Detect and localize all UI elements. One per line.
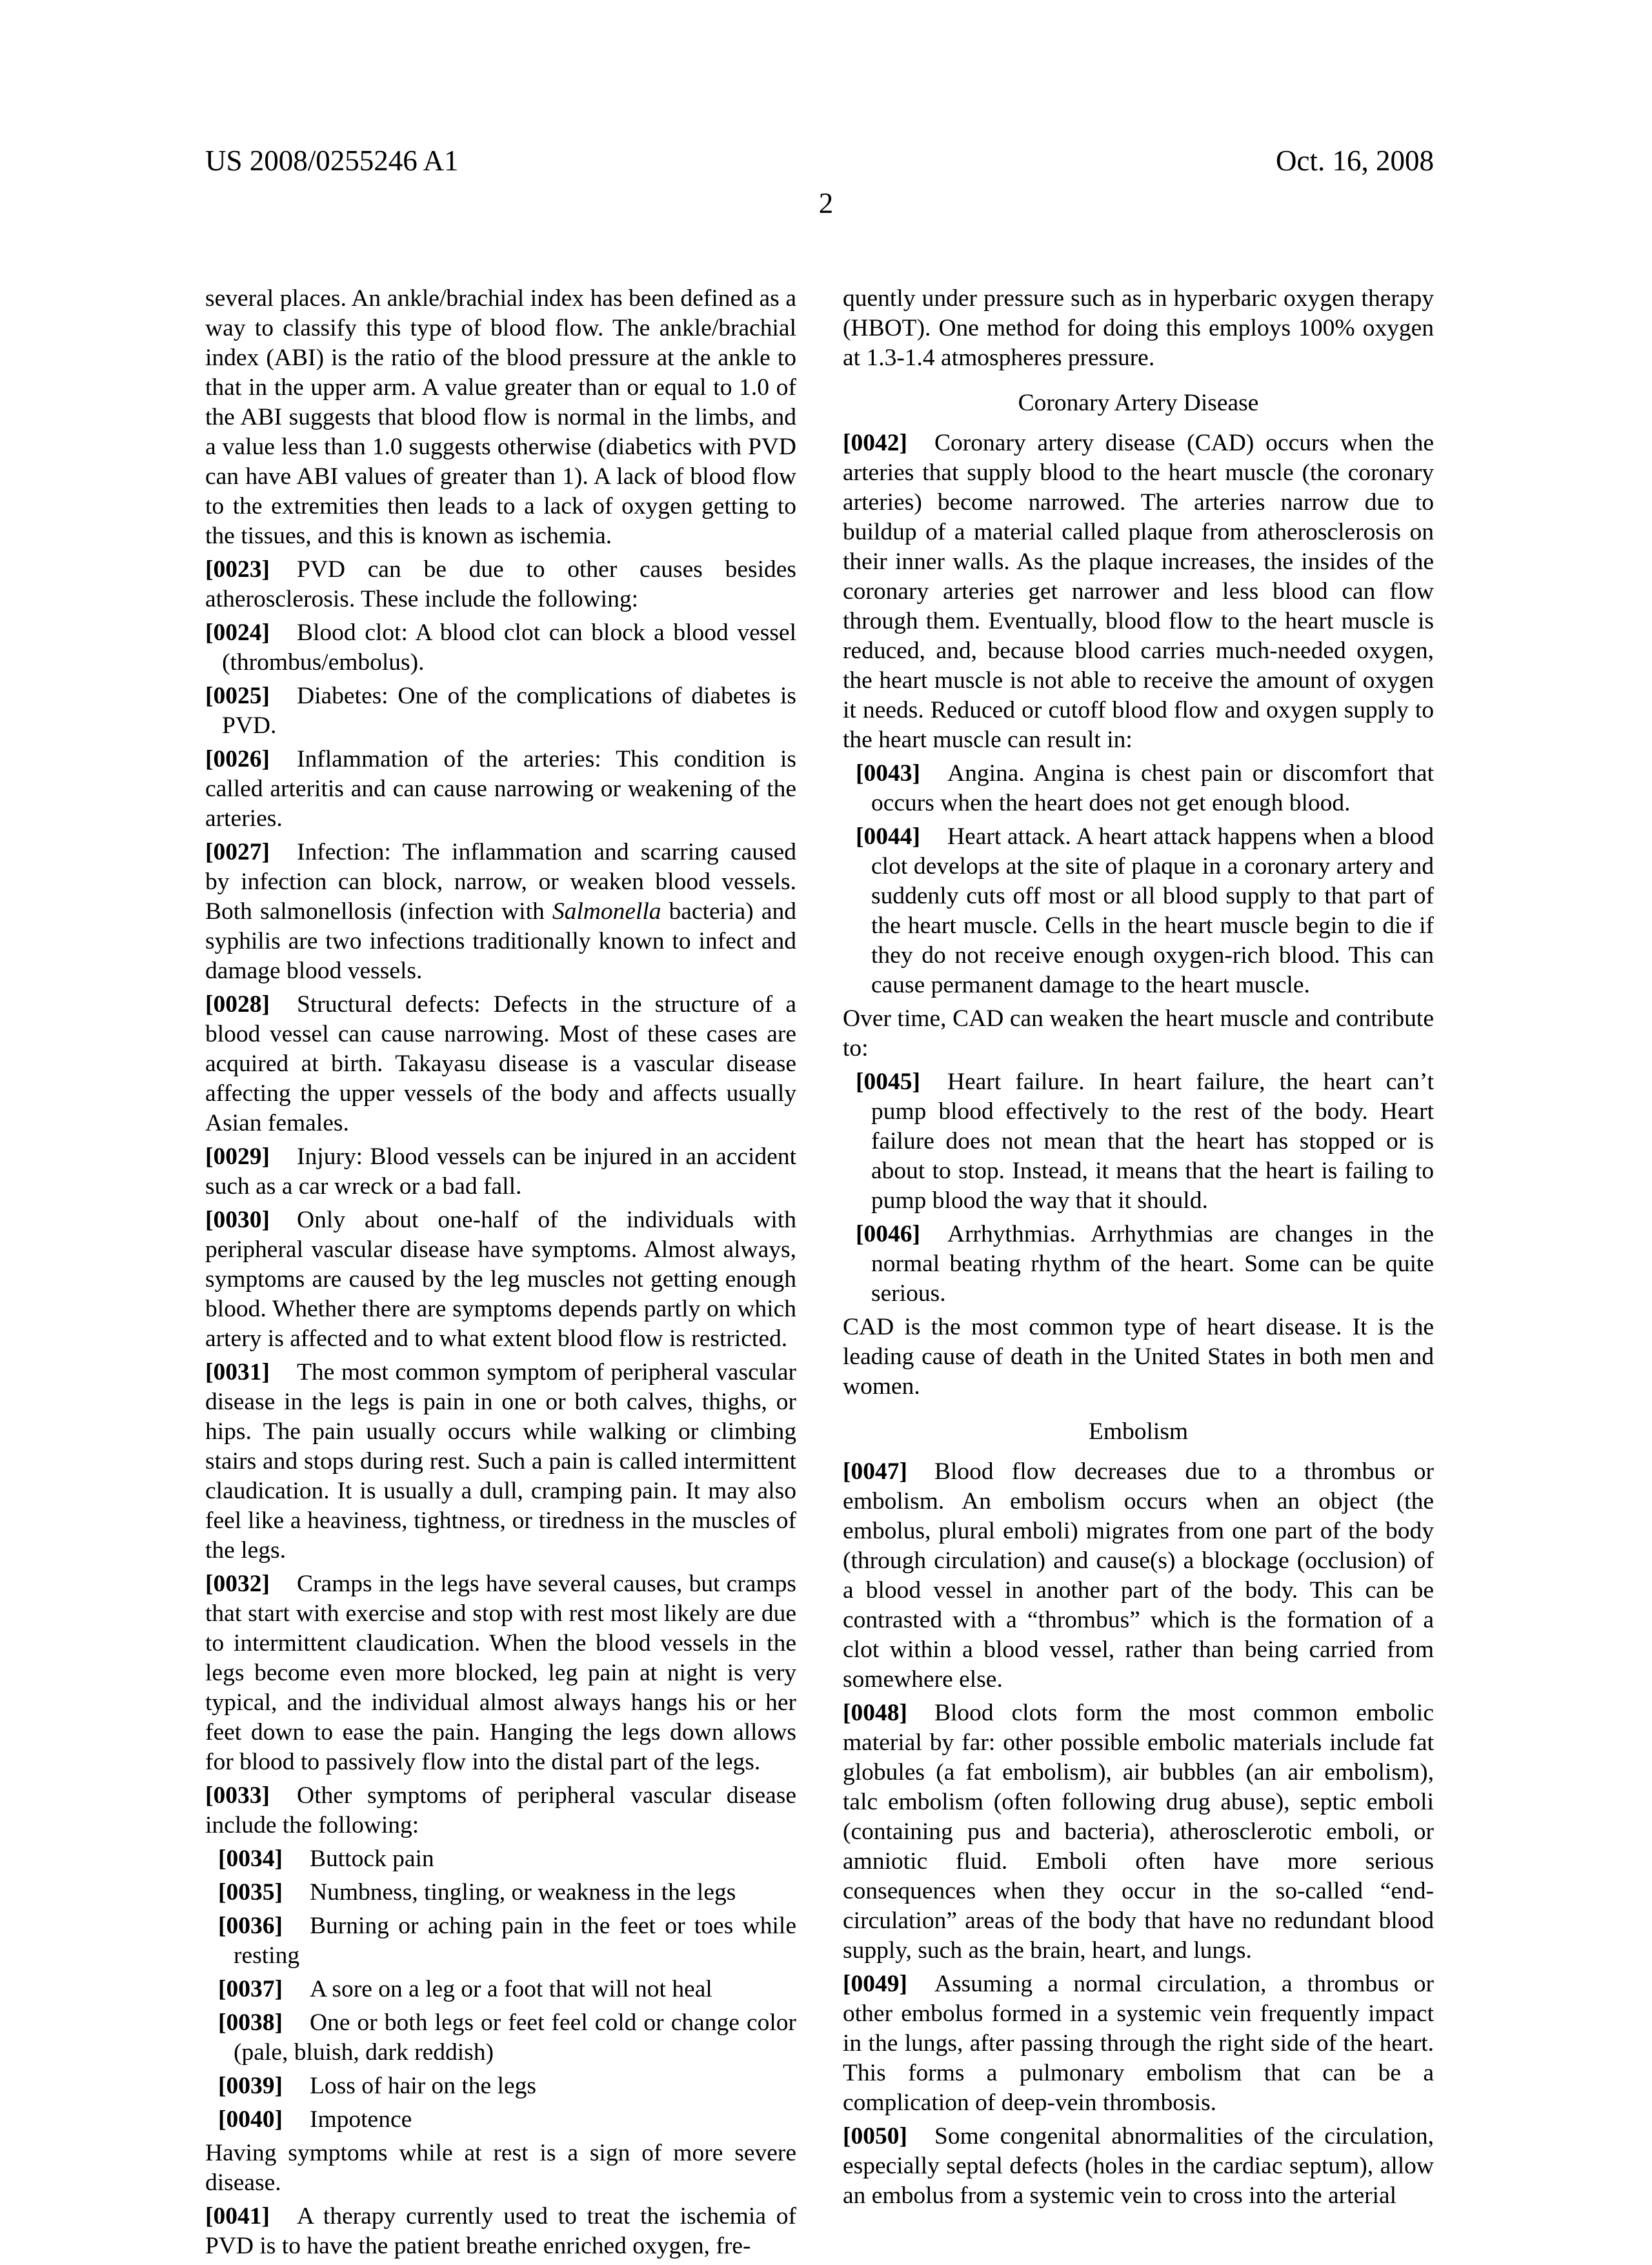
paragraph: [0038] One or both legs or feet feel cold or change color (pale, bluish, dark reddish)	[218, 2009, 796, 2066]
document-body	[205, 284, 1434, 2265]
paragraph: [0027] Infection: The inflammation and scarring caused by infection can block, narrow, or weaken blood vessels. Both salmonellosis (infection with Salmonella bacteria) and syphilis are two infections traditionally known to infect and damage blood vessels.	[205, 839, 796, 984]
paragraph-tag: [0047]	[843, 1458, 907, 1485]
paragraph: CAD is the most common type of heart disease. It is the leading cause of death in the United States in both men and women.	[843, 1314, 1434, 1400]
paragraph: [0047] Blood flow decreases due to a thrombus or embolism. An embolism occurs when an object (the embolus, plural emboli) migrates from one part of the body (through circulation) and cause(s) a blockage (occlusion) of a blood vessel in another part of the body. This can be contrasted with a “thrombus” which is the formation of a clot within a blood vessel, rather than being carried from somewhere else.	[843, 1458, 1434, 1693]
section-heading: Embolism	[1088, 1418, 1189, 1445]
paragraph: [0023] PVD can be due to other causes besides atherosclerosis. These include the following:	[205, 556, 796, 612]
paragraph-tag: [0029]	[205, 1143, 270, 1170]
paragraph: [0033] Other symptoms of peripheral vascular disease include the following:	[205, 1782, 796, 1838]
paragraph-tag: [0033]	[205, 1782, 270, 1809]
right-column	[843, 284, 1434, 2215]
paragraph-tag: [0027]	[205, 839, 270, 865]
paragraph-tag: [0030]	[205, 1207, 270, 1233]
paragraph: [0046] Arrhythmias. Arrhythmias are changes in the normal beating rhythm of the heart. Some can be quite serious.	[856, 1221, 1434, 1307]
paragraph: [0037] A sore on a leg or a foot that will not heal	[218, 1976, 712, 2002]
page-number: 2	[818, 187, 834, 219]
paragraph-tag: [0025]	[205, 683, 270, 709]
paragraph: several places. An ankle/brachial index has been defined as a way to classify this type of blood flow. The ankle/brachial index (ABI) is the ratio of the blood pressure at the ankle to that in the upper arm. A value greater than or equal to 1.0 of the ABI suggests that blood flow is normal in the limbs, and a value less than 1.0 suggests otherwise (diabetics with PVD can have ABI values of greater than 1). A lack of blood flow to the extremities then leads to a lack of oxygen getting to the tissues, and this is known as ischemia.	[205, 285, 796, 549]
paragraph-tag: [0042]	[843, 430, 907, 456]
paragraph-tag: [0041]	[205, 2203, 270, 2230]
paragraph: [0035] Numbness, tingling, or weakness in the legs	[218, 1879, 736, 1906]
paragraph-tag: [0036]	[218, 1913, 283, 1939]
paragraph-tag: [0039]	[218, 2073, 283, 2099]
paragraph: [0036] Burning or aching pain in the feet or toes while resting	[218, 1913, 796, 1969]
paragraph: [0029] Injury: Blood vessels can be injured in an accident such as a car wreck or a bad fall.	[205, 1143, 796, 1200]
paragraph-tag: [0024]	[205, 619, 270, 646]
paragraph-tag: [0038]	[218, 2009, 283, 2036]
paragraph-tag: [0023]	[205, 556, 270, 583]
paragraph: [0041] A therapy currently used to treat the ischemia of PVD is to have the patient breathe enriched oxygen, fre-	[205, 2203, 796, 2259]
paragraph: [0042] Coronary artery disease (CAD) occurs when the arteries that supply blood to the heart muscle (the coronary arteries) become narrowed. The arteries narrow due to buildup of a material called plaque from atherosclerosis on their inner walls. As the plaque increases, the insides of the coronary arteries get narrower and less blood can flow through them. Eventually, blood flow to the heart muscle is reduced, and, because blood carries much-needed oxygen, the heart muscle is not able to receive the amount of oxygen it needs. Reduced or cutoff blood flow and oxygen supply to the heart muscle can result in:	[843, 430, 1434, 753]
paragraph-tag: [0045]	[856, 1069, 920, 1095]
paragraph-tag: [0049]	[843, 1971, 907, 1997]
paragraph: Over time, CAD can weaken the heart muscle and contribute to:	[843, 1005, 1434, 1062]
paragraph: [0040] Impotence	[218, 2106, 412, 2133]
paragraph: [0050] Some congenital abnormalities of the circulation, especially septal defects (holes in the cardiac septum), allow an embolus from a systemic vein to cross into the arterial	[843, 2123, 1434, 2209]
paragraph: [0026] Inflammation of the arteries: This condition is called arteritis and can cause narrowing or weakening of the arteries.	[205, 746, 796, 832]
page-header	[205, 145, 1434, 177]
paragraph-tag: [0050]	[843, 2123, 907, 2149]
paragraph-tag: [0035]	[218, 1879, 283, 1906]
paragraph-tag: [0043]	[856, 760, 920, 787]
paragraph-tag: [0046]	[856, 1221, 920, 1247]
paragraph: [0032] Cramps in the legs have several causes, but cramps that start with exercise and stop with rest most likely are due to intermittent claudication. When the blood vessels in the legs become even more blocked, leg pain at night is very typical, and the individual almost always hangs his or her feet down to ease the pain. Hanging the legs down allows for blood to passively flow into the distal part of the legs.	[205, 1571, 796, 1775]
paragraph-tag: [0031]	[205, 1359, 270, 1385]
paragraph-tag: [0032]	[205, 1571, 270, 1597]
paragraph: [0039] Loss of hair on the legs	[218, 2073, 536, 2099]
paragraph: [0048] Blood clots form the most common embolic material by far: other possible embolic materials include fat globules (a fat embolism), air bubbles (an air embolism), talc embolism (often following drug abuse), septic emboli (containing pus and bacteria), atherosclerotic emboli, or amniotic fluid. Emboli often have more serious consequences when they occur in the so-called “end-circulation” areas of the body that have no redundant blood supply, such as the brain, heart, and lungs.	[843, 1700, 1434, 1964]
paragraph: [0028] Structural defects: Defects in the structure of a blood vessel can cause narrowing. Most of these cases are acquired at birth. Takayasu disease is a vascular disease affecting the upper vessels of the body and affects usually Asian females.	[205, 991, 796, 1136]
paragraph-tag: [0028]	[205, 991, 270, 1018]
patent-publication-number: US 2008/0255246 A1	[205, 145, 459, 177]
paragraph: [0031] The most common symptom of peripheral vascular disease in the legs is pain in one or both calves, thighs, or hips. The pain usually occurs while walking or climbing stairs and stops during rest. Such a pain is called intermittent claudication. It is usually a dull, cramping pain. It may also feel like a heaviness, tightness, or tiredness in the muscles of the legs.	[205, 1359, 796, 1564]
paragraph-tag: [0048]	[843, 1700, 907, 1726]
paragraph-tag: [0026]	[205, 746, 270, 772]
publication-date: Oct. 16, 2008	[1276, 145, 1434, 177]
paragraph: [0034] Buttock pain	[218, 1846, 434, 1872]
paragraph-tag: [0037]	[218, 1976, 283, 2002]
paragraph: Having symptoms while at rest is a sign of more severe disease.	[205, 2140, 796, 2196]
section-heading: Coronary Artery Disease	[1018, 390, 1259, 416]
paragraph: [0044] Heart attack. A heart attack happens when a blood clot develops at the site of plaque in a coronary artery and suddenly cuts off most or all blood supply to that part of the heart muscle. Cells in the heart muscle begin to die if they do not receive enough oxygen-rich blood. This can cause permanent damage to the heart muscle.	[856, 823, 1434, 998]
paragraph: [0030] Only about one-half of the individuals with peripheral vascular disease have symptoms. Almost always, symptoms are caused by the leg muscles not getting enough blood. Whether there are symptoms depends partly on which artery is affected and to what extent blood flow is restricted.	[205, 1207, 796, 1352]
paragraph: [0024] Blood clot: A blood clot can block a blood vessel (thrombus/embolus).	[205, 619, 796, 676]
paragraph: quently under pressure such as in hyperbaric oxygen therapy (HBOT). One method for doing this employs 100% oxygen at 1.3-1.4 atmospheres pressure.	[843, 285, 1434, 371]
left-column	[205, 284, 796, 2265]
paragraph-tag: [0040]	[218, 2106, 283, 2133]
paragraph-tag: [0044]	[856, 823, 920, 850]
paragraph: [0049] Assuming a normal circulation, a thrombus or other embolus formed in a systemic vein frequently impact in the lungs, after passing through the right side of the heart. This forms a pulmonary embolism that can be a complication of deep-vein thrombosis.	[843, 1971, 1434, 2116]
paragraph: [0025] Diabetes: One of the complications of diabetes is PVD.	[205, 683, 796, 739]
paragraph: [0045] Heart failure. In heart failure, the heart can’t pump blood effectively to the rest of the body. Heart failure does not mean that the heart has stopped or is about to stop. Instead, it means that the heart is failing to pump blood the way that it should.	[856, 1069, 1434, 1214]
paragraph-tag: [0034]	[218, 1846, 283, 1872]
paragraph: [0043] Angina. Angina is chest pain or discomfort that occurs when the heart does not get enough blood.	[856, 760, 1434, 816]
